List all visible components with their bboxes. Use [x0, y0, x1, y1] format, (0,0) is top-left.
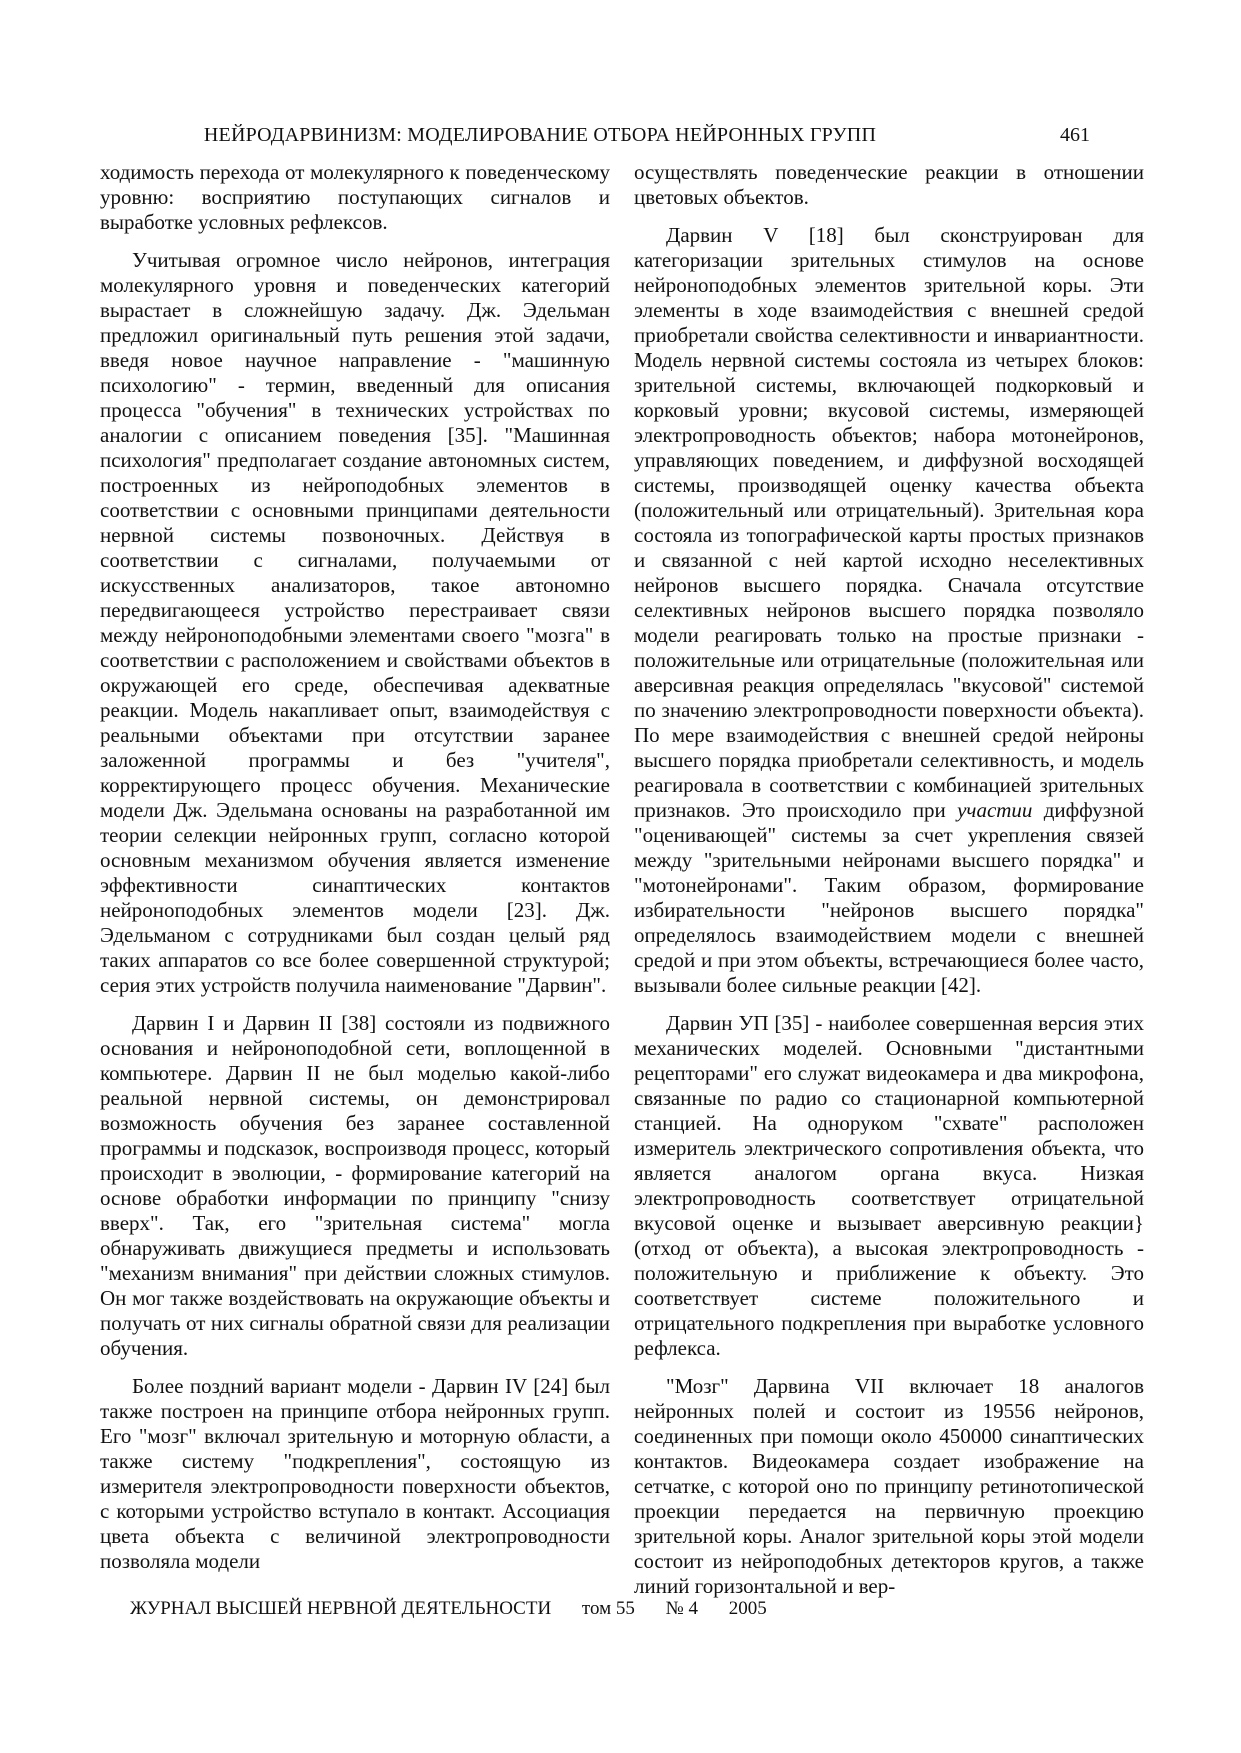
paragraph: Дарвин I и Дарвин II [38] состояли из подвижного основания и нейроноподобной сети, воплощенной в компьютере. Дарвин II не был моделью какой-либо реальной нервной системы, он демонстрировал возможность обучения без заранее составленной программы и подсказок, воспроизводя процесс, который происходит в эволюции, - формирование категорий на основе обработки информации по принципу "снизу вверх". Так, его "зрительная система" могла обнаруживать движущиеся предметы и использовать "механизм внимания" при действии сложных стимулов. Он мог также воздействовать на окружающие объекты и получать от них сигналы обратной связи для реализации обучения. — [100, 1011, 610, 1360]
journal-volume: том 55 — [581, 1598, 635, 1619]
right-column — [634, 160, 1144, 1612]
journal-issue: № 4 — [665, 1598, 699, 1619]
paragraph: Более поздний вариант модели - Дарвин IV [24] был также построен на принципе отбора нейронных групп. Его "мозг" включал зрительную и моторную области, а также систему "подкрепления", состоящую из измерителя электропроводности поверхности объектов, с которыми устройство вступало в контакт. Ассоциация цвета объекта с величиной электропроводности позволяла модели — [100, 1374, 610, 1573]
emphasized-word: участии — [957, 798, 1033, 822]
journal-name: ЖУРНАЛ ВЫСШЕЙ НЕРВНОЙ ДЕЯТЕЛЬНОСТИ — [130, 1598, 552, 1619]
paragraph: осуществлять поведенческие реакции в отношении цветовых объектов. — [634, 160, 1144, 209]
paragraph-text: диффузной "оценивающей" системы за счет укрепления связей между "зрительными нейронами высшего порядка" и "мотонейронами". Таким образом, формирование избирательности "нейронов высшего порядка" определялось взаимодействием модели с внешней средой и при этом объекты, встречающиеся более часто, вызывали более сильные реакции [42]. — [634, 798, 1145, 997]
paragraph: ходимость перехода от молекулярного к поведенческому уровню: восприятию поступающих сигналов и выработке условных рефлексов. — [100, 160, 610, 234]
page-number: 461 — [1060, 124, 1090, 146]
left-column — [100, 160, 610, 1587]
paragraph: "Мозг" Дарвина VII включает 18 аналогов нейронных полей и состоит из 19556 нейронов, соединенных при помощи около 450000 синаптических контактов. Видеокамера создает изображение на сетчатке, с которой оно по принципу ретинотопической проекции передается на первичную проекцию зрительной коры. Аналог зрительной коры этой модели состоит из нейроподобных детекторов кругов, а также линий горизонтальной и вер- — [634, 1374, 1144, 1598]
journal-year: 2005 — [728, 1598, 767, 1619]
paragraph: Дарвин УП [35] - наиболее совершенная версия этих механических моделей. Основными "дистантными рецепторами" его служат видеокамера и два микрофона, связанные по радио со стационарной компьютерной станцией. На одноруком "схвате" расположен измеритель электрического сопротивления объекта, что является аналогом органа вкуса. Низкая электропроводность соответствует отрицательной вкусовой оценке и вызывает аверсивную реакции} (отход от объекта), а высокая электропроводность - положительную и приближение к объекту. Это соответствует системе положительного и отрицательного подкрепления при выработке условного рефлекса. — [634, 1011, 1144, 1360]
running-header-title: НЕЙРОДАРВИНИЗМ: МОДЕЛИРОВАНИЕ ОТБОРА НЕЙРОННЫХ ГРУПП — [203, 124, 877, 146]
paragraph-text: Дарвин V [18] был сконструирован для категоризации зрительных стимулов на основе нейроноподобных элементов зрительной коры. Эти элементы в ходе взаимодействия с внешней средой приобретали свойства селективности и инвариантности. Модель нервной системы состояла из четырех блоков: зрительной системы, включающей подкорковый и корковый уровни; вкусовой системы, измеряющей электропроводность объектов; набора мотонейронов, управляющих поведением, и диффузной восходящей системы, производящей оценку качества объекта (положительный или отрицательный). Зрительная кора состояла из топографической карты простых признаков и связанной с ней картой исходно неселективных нейронов высшего порядка. Сначала отсутствие селективных нейронов высшего порядка позволяло модели реагировать только на простые признаки - положительные или отрицательные (положительная или аверсивная реакция определялась "вкусовой" системой по значению электропроводности поверхности объекта). По мере взаимодействия с внешней средой нейроны высшего порядка приобретали селективность, и модель реагировала в соответствии с комбинацией зрительных признаков. Это происходило при — [634, 223, 1144, 822]
paragraph — [634, 223, 1144, 998]
journal-footer — [130, 1598, 767, 1620]
paragraph: Учитывая огромное число нейронов, интеграция молекулярного уровня и поведенческих категорий вырастает в сложнейшую задачу. Дж. Эдельман предложил оригинальный путь решения этой задачи, введя новое научное направление - "машинную психологию" - термин, введенный для описания процесса "обучения" в технических устройствах по аналогии с описанием поведения [35]. "Машинная психология" предполагает создание автономных систем, построенных из нейроподобных элементов в соответствии с основными принципами деятельности нервной системы позвоночных. Действуя в соответствии с сигналами, получаемыми от искусственных анализаторов, такое автономно передвигающееся устройство перестраивает связи между нейроноподобными элементами своего "мозга" в соответствии с расположением и свойствами объектов в окружающей его среде, обеспечивая адекватные реакции. Модель накапливает опыт, взаимодействуя с реальными объектами при отсутствии заранее заложенной программы и без "учителя", корректирующего процесс обучения. Механические модели Дж. Эдельмана основаны на разработанной им теории селекции нейронных групп, согласно которой основным механизмом обучения является изменение эффективности синаптических контактов нейроноподобных элементов модели [23]. Дж. Эдельманом с сотрудниками был создан целый ряд таких аппаратов со все более совершенной структурой; серия этих устройств получила наименование "Дарвин". — [100, 248, 610, 997]
